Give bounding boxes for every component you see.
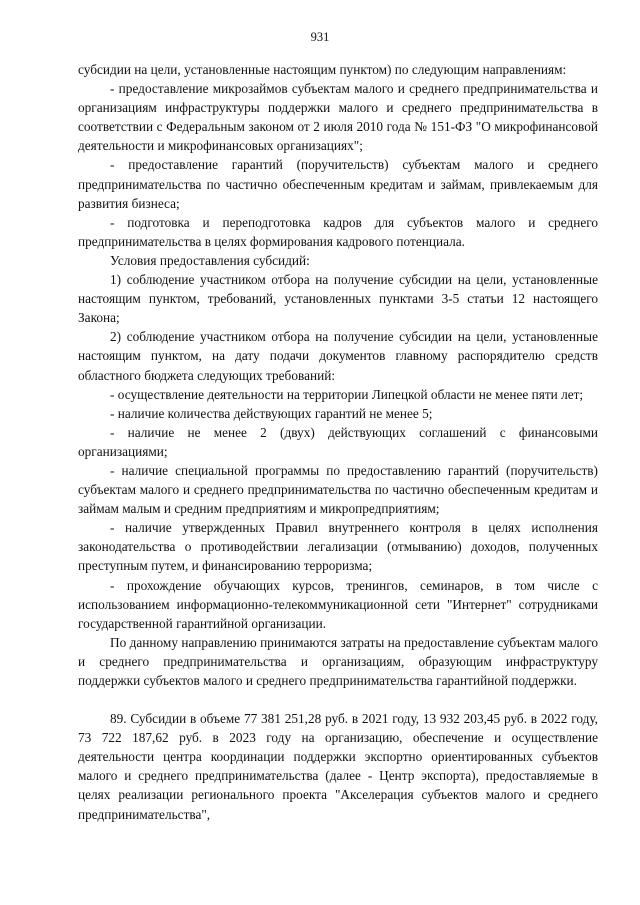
list-item-training: - подготовка и переподготовка кадров для субъектов малого и среднего предпринимательства в целях формирования кадрового потенциала.: [78, 214, 598, 249]
requirement-agreements: - наличие не менее 2 (двух) действующих соглашений с финансовыми организациями;: [78, 424, 598, 459]
paragraph-costs: По данному направлению принимаются затраты на предоставление субъектам малого и среднего предпринимательства и организациям, образующим инфраструктуру поддержки субъектов малого и среднего предпринимательства гарантийной поддержки.: [78, 634, 598, 688]
condition-2: 2) соблюдение участником отбора на получение субсидии на цели, установленные настоящим пунктом, на дату подачи документов главному распорядителю средств областного бюджета следующих требований:: [78, 329, 598, 383]
list-item-microloans: - предоставление микрозаймов субъектам малого и среднего предпринимательства и организациям инфраструктуры поддержки малого и среднего предпринимательства в соответствии с Федеральным законом от 2 июля 2010 года № 151-ФЗ "О микрофинансовой деятельности и микрофинансовых организациях";: [78, 81, 598, 154]
conditions-heading: Условия предоставления субсидий:: [110, 252, 310, 268]
requirement-special-program: - наличие специальной программы по предоставлению гарантий (поручительств) субъектам малого и среднего предпринимательства по частично обеспеченным кредитам и займам малым и средним предприятиям и микропредприятиям;: [78, 462, 598, 517]
paragraph-intro: субсидии на цели, установленные настоящим пунктом) по следующим направлениям:: [78, 62, 567, 77]
requirement-training: - прохождение обучающих курсов, тренингов, семинаров, в том числе с использованием информационно-телекоммуникационной сети "Интернет" сотрудниками государственной гарантийной организации.: [78, 577, 598, 631]
list-item-guarantees: - предоставление гарантий (поручительств) субъектам малого и среднего предпринимательства по частично обеспеченным кредитам и займам, привлекаемым для развития бизнеса;: [78, 157, 598, 211]
document-body: [78, 60, 598, 824]
requirement-territory: - осуществление деятельности на территории Липецкой области не менее пяти лет;: [110, 386, 584, 402]
requirement-internal-control: - наличие утвержденных Правил внутреннего контроля в целях исполнения законодательства о противодействии легализации (отмыванию) доходов, полученных преступным путем, и финансированию терроризма;: [78, 520, 598, 574]
paragraph-89: 89. Субсидии в объеме 77 381 251,28 руб. в 2021 году, 13 932 203,45 руб. в 2022 году, 73 722 187,62 руб. в 2023 году на организацию, обеспечение и осуществление деятельности центра координации поддержки экспортно ориентированных субъектов малого и среднего предпринимательства (далее - Центр экспорта), предоставляемые в целях реализации регионального проекта "Акселерация субъектов малого и среднего предпринимательства",: [78, 711, 598, 822]
requirement-guarantees-count: - наличие количества действующих гарантий не менее 5;: [110, 405, 433, 421]
condition-1: 1) соблюдение участником отбора на получение субсидии на цели, установленные настоящим пунктом, требований, установленных пунктами 3-5 статьи 12 настоящего Закона;: [78, 272, 598, 326]
page-number: 931: [310, 30, 330, 44]
